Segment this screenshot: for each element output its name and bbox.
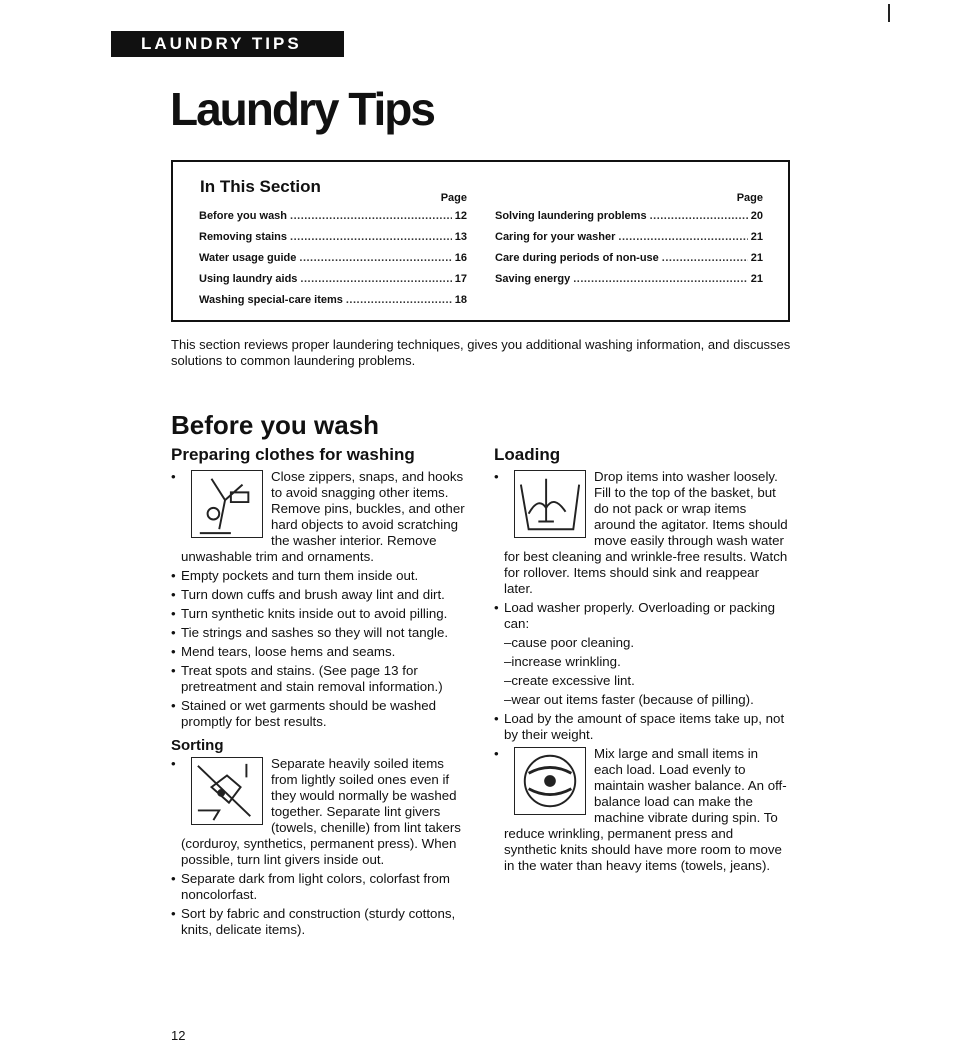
toc-entry-label: Using laundry aids [199, 273, 298, 285]
preparing-list [171, 469, 466, 730]
toc-entry[interactable] [199, 269, 467, 290]
toc-column-left [199, 192, 467, 311]
balanced-load-illustration-icon [514, 747, 586, 815]
toc-entry-label: Care during periods of non-use [495, 252, 659, 264]
list-item: • Mend tears, loose hems and seams. [171, 644, 466, 660]
clothes-sorting-illustration-icon [191, 757, 263, 825]
toc-entry-page: 17 [454, 273, 467, 285]
list-item: • Load by the amount of space items take up, not by their weight. [494, 711, 789, 743]
sorting-heading: Sorting [171, 737, 224, 754]
toc-entry-label: Removing stains [199, 231, 288, 243]
loading-list-continued [494, 711, 789, 874]
toc-page-label: Page [736, 192, 763, 204]
washer-basket-illustration-icon [514, 470, 586, 538]
toc-entry-page: 21 [750, 231, 763, 243]
list-item: • Mix large and small items in each load. Load evenly to maintain washer balance. An off-balance load can make the machine vibrate during spin. To reduce wrinkling, permanent press and synthetic knits should have more room to move in the water than heavy items (towels, jeans). [494, 746, 789, 874]
toc-entry-label: Saving energy [495, 273, 571, 285]
toc-entry[interactable] [199, 248, 467, 269]
toc-entry[interactable] [495, 269, 763, 290]
intro-paragraph: This section reviews proper laundering techniques, gives you additional washing information, and discusses solutions to common laundering problems. [171, 337, 791, 368]
section-heading: Before you wash [171, 410, 380, 440]
toc-entry[interactable] [495, 227, 763, 248]
toc-entry-label: Water usage guide [199, 252, 297, 264]
toc-entry-page: 13 [454, 231, 467, 243]
dash-item: –create excessive lint. [504, 673, 635, 688]
loading-list [494, 469, 789, 632]
toc-entry-page: 21 [750, 252, 763, 264]
toc-entry-label: Caring for your washer [495, 231, 616, 243]
dash-item: –increase wrinkling. [504, 654, 621, 669]
zipper-illustration-icon [191, 470, 263, 538]
toc-entry-page: 12 [454, 210, 467, 222]
toc-entry[interactable] [199, 290, 467, 311]
dash-item: –cause poor cleaning. [504, 635, 635, 650]
toc-entry-page: 16 [454, 252, 467, 264]
dash-item: –wear out items faster (because of pilling). [504, 692, 754, 707]
list-item: • Turn down cuffs and brush away lint and dirt. [171, 587, 466, 603]
list-item: • Treat spots and stains. (See page 13 for pretreatment and stain removal information.) [171, 663, 466, 695]
list-item: • Close zippers, snaps, and hooks to avoid snagging other items. Remove pins, buckles, and other hard objects to avoid scratching the washer interior. Remove unwashable trim and ornaments. [171, 469, 466, 565]
page-number: 12 [171, 1028, 186, 1043]
left-column [171, 447, 466, 941]
toc-entry-label: Washing special-care items [199, 294, 343, 306]
toc-entry[interactable] [495, 206, 763, 227]
toc-entry-page: 21 [750, 273, 763, 285]
list-item: • Separate heavily soiled items from lightly soiled ones even if they would normally be washed together. Separate lint givers (towels, chenille) from lint takers (corduroy, synthetics, permanent press). When possible, turn lint givers inside out. [171, 756, 466, 868]
loading-heading: Loading [494, 445, 561, 464]
toc-entry-page: 18 [454, 294, 467, 306]
list-item: • Sort by fabric and construction (sturdy cottons, knits, delicate items). [171, 906, 466, 938]
toc-heading: In This Section [200, 177, 321, 196]
toc-entry-label: Before you wash [199, 210, 288, 222]
list-item: • Empty pockets and turn them inside out. [171, 568, 466, 584]
toc-entry[interactable] [199, 227, 467, 248]
toc-column-right [495, 192, 763, 290]
list-item: • Load washer properly. Overloading or packing can: [494, 600, 789, 632]
list-item: • Turn synthetic knits inside out to avoid pilling. [171, 606, 466, 622]
list-item: • Separate dark from light colors, colorfast from noncolorfast. [171, 871, 466, 903]
preparing-heading: Preparing clothes for washing [171, 445, 415, 464]
toc-box [171, 160, 790, 322]
toc-entry-page: 20 [750, 210, 763, 222]
list-item: • Drop items into washer loosely. Fill to the top of the basket, but do not pack or wrap items around the agitator. Items should move easily through wash water for best cleaning and wrinkle-free results. Watch for rollover. Items should sink and reappear later. [494, 469, 789, 597]
corner-mark [888, 4, 890, 22]
right-column [494, 447, 789, 877]
toc-entry-label: Solving laundering problems [495, 210, 647, 222]
section-banner: LAUNDRY TIPS [111, 31, 344, 57]
list-item: • Tie strings and sashes so they will not tangle. [171, 625, 466, 641]
toc-entry[interactable] [495, 248, 763, 269]
page-title: Laundry Tips [170, 83, 434, 135]
sorting-list [171, 756, 466, 938]
toc-entry[interactable] [199, 206, 467, 227]
toc-page-label: Page [440, 192, 467, 204]
list-item: • Stained or wet garments should be washed promptly for best results. [171, 698, 466, 730]
